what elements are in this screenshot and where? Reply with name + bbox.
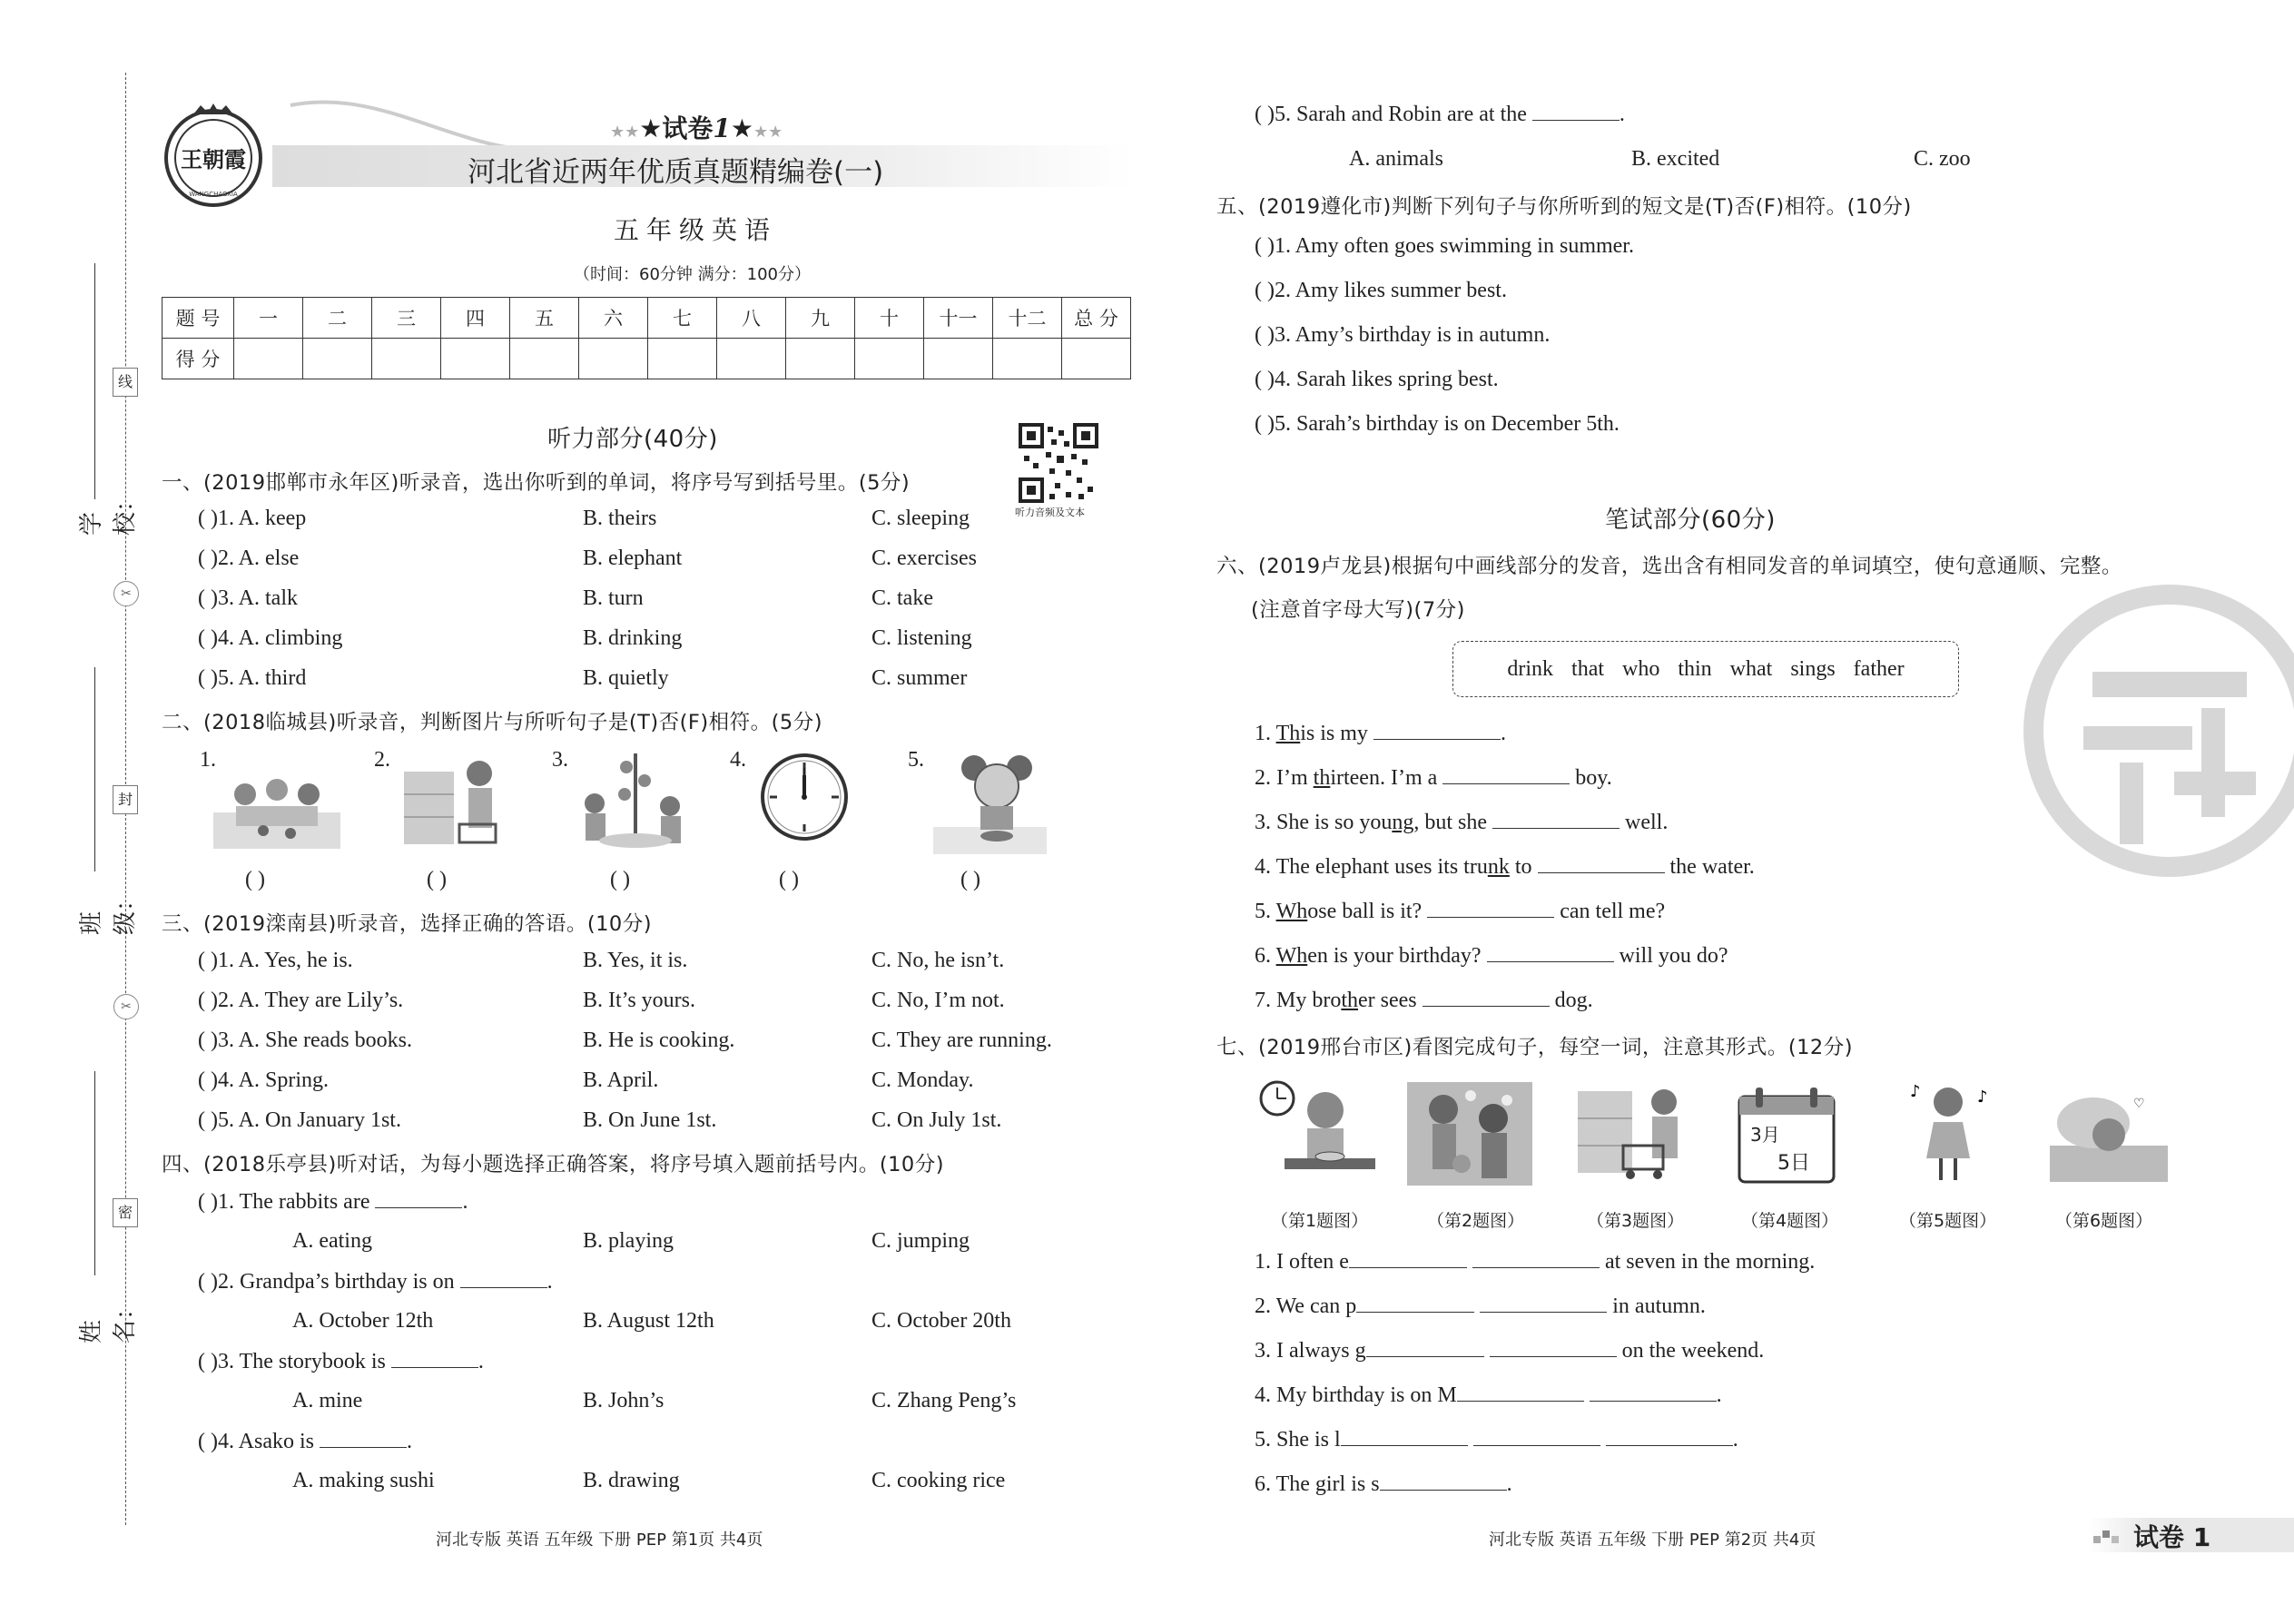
option-b: B. Yes, it is. (583, 949, 688, 972)
option-c: C. summer (871, 666, 968, 690)
score-col: 总 分 (1062, 298, 1131, 339)
question-choice[interactable]: ( )3. A. She reads books. (198, 1029, 412, 1052)
section-2-title: 二、(2018临城县)听录音，判断图片与所听句子是(T)否(F)相符。(5分) (162, 711, 822, 734)
svg-text:♡: ♡ (2133, 1097, 2145, 1111)
fill-blank-item[interactable]: 3. She is so young, but she well. (1255, 811, 1669, 834)
question-choice[interactable]: ( )4. A. Spring. (198, 1068, 329, 1092)
question-choice[interactable]: ( )5. A. third (198, 666, 307, 690)
score-col: 七 (648, 298, 717, 339)
listening-title: 听力部分(40分) (547, 426, 718, 453)
school-line[interactable] (94, 263, 95, 499)
option-b: B. turn (583, 586, 644, 610)
tf-item[interactable]: ( )1. Amy often goes swimming in summer. (1255, 234, 1634, 258)
option-c: C. No, I’m not. (871, 989, 1005, 1012)
fill-blank-item[interactable]: 7. My brother sees dog. (1255, 989, 1593, 1012)
clock-icon (759, 752, 850, 842)
answer-bracket[interactable]: ( ) (610, 868, 630, 891)
picnic-picture (209, 763, 345, 853)
girl-sleeping-picture (2050, 1082, 2168, 1186)
score-header-label: 题 号 (162, 298, 234, 339)
picture-caption: （第5题图） (1899, 1211, 1997, 1231)
fill-blank-item[interactable]: 4. My birthday is on M . (1255, 1383, 1722, 1407)
option-b: B. theirs (583, 507, 657, 530)
fill-blank-item[interactable]: 5. Whose ball is it? can tell me? (1255, 900, 1666, 923)
picture-number: 1. (200, 748, 216, 772)
score-col: 十 (855, 298, 924, 339)
picking-apples-picture (1407, 1082, 1532, 1186)
section-5-title: 五、(2019遵化市)判断下列句子与你所听到的短文是(T)否(F)相符。(10分) (1216, 195, 1912, 219)
picture-caption: （第3题图） (1587, 1211, 1685, 1231)
score-cell[interactable] (993, 339, 1062, 379)
score-cell[interactable] (579, 339, 648, 379)
girl-eating-picture (933, 750, 1047, 854)
option-c: C. No, he isn’t. (871, 949, 1005, 972)
tf-item[interactable]: ( )4. Sarah likes spring best. (1255, 368, 1499, 391)
option-c: C. jumping (871, 1229, 970, 1253)
score-col: 五 (510, 298, 579, 339)
mark-line: 线 (113, 368, 138, 397)
boy-eating-breakfast-picture (1257, 1078, 1380, 1186)
qr-code-icon[interactable] (1019, 423, 1098, 503)
option-a: A. animals (1349, 147, 1443, 171)
page-title: 河北省近两年优质真题精编卷(一) (468, 156, 884, 189)
score-row-values (162, 339, 1131, 379)
shopping-cart-picture (1578, 1082, 1696, 1186)
option-b: B. He is cooking. (583, 1029, 735, 1052)
question-choice[interactable]: ( )5. A. On January 1st. (198, 1108, 401, 1132)
score-cell[interactable] (441, 339, 510, 379)
section-6-note: (注意首字母大写)(7分) (1251, 598, 1465, 622)
option-c: C. sleeping (871, 507, 970, 530)
scissor-icon: ✂ (113, 994, 139, 1019)
score-cell[interactable] (234, 339, 303, 379)
picture-caption: （第6题图） (2055, 1211, 2153, 1231)
score-cell[interactable] (303, 339, 372, 379)
mark-seal: 封 (113, 785, 138, 814)
option-b: B. elephant (583, 546, 683, 570)
score-cell[interactable] (717, 339, 786, 379)
answer-bracket[interactable]: ( ) (779, 868, 799, 891)
score-col: 八 (717, 298, 786, 339)
question-choice[interactable]: ( )2. Grandpa’s birthday is on . (198, 1270, 553, 1294)
question-choice[interactable]: ( )1. A. Yes, he is. (198, 949, 353, 972)
option-a: A. mine (292, 1389, 363, 1412)
score-cell[interactable] (510, 339, 579, 379)
class-label: 班级： (78, 887, 139, 935)
question-choice[interactable]: ( )1. The rabbits are . (198, 1190, 468, 1214)
mark-secret: 密 (113, 1198, 138, 1227)
footer-left: 河北专版 英语 五年级 下册 PEP 第1页 共4页 (436, 1530, 763, 1550)
time-info: （时间：60分钟 满分：100分） (574, 265, 811, 284)
footer-right: 河北专版 英语 五年级 下册 PEP 第2页 共4页 (1489, 1530, 1816, 1550)
score-cell[interactable] (855, 339, 924, 379)
option-b: B. John’s (583, 1389, 665, 1412)
picture-caption: （第1题图） (1271, 1211, 1369, 1231)
paper-tab-label: 试卷 1 (2133, 1522, 2211, 1552)
school-label: 学校： (78, 487, 139, 536)
publisher-logo (159, 102, 268, 211)
option-c: C. zoo (1914, 147, 1971, 171)
question-choice[interactable]: ( )2. A. else (198, 546, 300, 570)
writing-title: 笔试部分(60分) (1605, 507, 1776, 534)
score-value-label: 得 分 (162, 339, 234, 379)
score-cell[interactable] (648, 339, 717, 379)
tab-decoration (2093, 1527, 2122, 1545)
svg-text:♪: ♪ (1910, 1082, 1921, 1101)
option-c: C. Zhang Peng’s (871, 1389, 1017, 1412)
score-cell[interactable] (786, 339, 855, 379)
option-a: A. making sushi (292, 1469, 435, 1492)
question-choice[interactable]: ( )3. A. talk (198, 586, 298, 610)
question-choice[interactable]: ( )5. Sarah and Robin are at the . (1255, 103, 1625, 126)
section-4-title: 四、(2018乐亭县)听对话，为每小题选择正确答案，将序号填入题前括号内。(10分) (162, 1153, 945, 1176)
question-choice[interactable]: ( )2. A. They are Lily’s. (198, 989, 404, 1012)
answer-bracket[interactable]: ( ) (245, 868, 265, 891)
tf-item[interactable]: ( )2. Amy likes summer best. (1255, 279, 1507, 302)
option-b: B. drinking (583, 626, 683, 650)
option-b: B. April. (583, 1068, 659, 1092)
name-label: 姓名： (78, 1295, 139, 1343)
fill-blank-item[interactable]: 1. This is my . (1255, 722, 1506, 745)
score-col: 十二 (993, 298, 1062, 339)
option-a: A. eating (292, 1229, 372, 1253)
calendar-month: 3月 (1750, 1124, 1780, 1146)
section-3-title: 三、(2019滦南县)听录音，选择正确的答语。(10分) (162, 912, 653, 936)
planting-tree-picture (572, 744, 690, 853)
answer-bracket[interactable]: ( ) (960, 868, 980, 891)
option-c: C. cooking rice (871, 1469, 1006, 1492)
qr-caption: 听力音频及文本 (1015, 507, 1085, 518)
option-b: B. On June 1st. (583, 1108, 717, 1132)
name-line[interactable] (94, 1071, 95, 1275)
picture-number: 3. (552, 748, 568, 772)
tf-item[interactable]: ( )3. Amy’s birthday is in autumn. (1255, 323, 1551, 347)
option-c: C. October 20th (871, 1309, 1011, 1333)
picture-caption: （第4题图） (1741, 1211, 1839, 1231)
score-row-headers (162, 298, 1131, 339)
tf-item[interactable]: ( )5. Sarah’s birthday is on December 5th. (1255, 412, 1620, 436)
option-c: C. On July 1st. (871, 1108, 1002, 1132)
subject-title: 五年级英语 (614, 215, 778, 245)
fill-blank-item[interactable]: 5. She is l . (1255, 1428, 1738, 1452)
fill-blank-item[interactable]: 3. I always g on the weekend. (1255, 1339, 1765, 1363)
class-line[interactable] (94, 667, 95, 871)
scissor-icon: ✂ (113, 581, 139, 606)
ribbon-decoration (272, 96, 1126, 109)
option-c: C. listening (871, 626, 972, 650)
binding-gutter (0, 0, 139, 1624)
option-c: C. Monday. (871, 1068, 974, 1092)
option-b: B. August 12th (583, 1309, 714, 1333)
option-c: C. take (871, 586, 933, 610)
section-1-title: 一、(2019邯郸市永年区)听录音，选出你听到的单词，将序号写到括号里。(5分) (162, 471, 911, 495)
score-col: 十一 (924, 298, 993, 339)
fill-blank-item[interactable]: 2. We can p in autumn. (1255, 1294, 1706, 1318)
answer-bracket[interactable]: ( ) (427, 868, 447, 891)
picture-number: 2. (374, 748, 390, 772)
secret-stamp-watermark (2020, 581, 2294, 881)
girl-singing-picture (1903, 1077, 1994, 1186)
score-cell[interactable] (1062, 339, 1131, 379)
svg-text:♪: ♪ (1977, 1088, 1988, 1107)
calendar-day: 5日 (1777, 1152, 1810, 1175)
score-col: 九 (786, 298, 855, 339)
score-col: 一 (234, 298, 303, 339)
score-col: 四 (441, 298, 510, 339)
picture-number: 5. (908, 748, 924, 772)
word-bank: drink that who thin what sings father (1452, 641, 1959, 697)
score-col: 三 (372, 298, 441, 339)
option-c: C. exercises (871, 546, 977, 570)
option-c: C. They are running. (871, 1029, 1052, 1052)
logo-ring-text: WANGCHAOXIA (189, 191, 238, 198)
option-b: B. quietly (583, 666, 669, 690)
option-b: B. It’s yours. (583, 989, 696, 1012)
fill-blank-item[interactable]: 6. When is your birthday? will you do? (1255, 944, 1728, 968)
option-a: A. October 12th (292, 1309, 434, 1333)
score-col: 六 (579, 298, 648, 339)
option-b: B. playing (583, 1229, 674, 1253)
question-choice[interactable]: ( )3. The storybook is . (198, 1350, 484, 1373)
question-choice[interactable]: ( )4. A. climbing (198, 626, 343, 650)
score-col: 二 (303, 298, 372, 339)
score-table (162, 297, 1131, 379)
fill-blank-item[interactable]: 1. I often e at seven in the morning. (1255, 1250, 1816, 1274)
fill-blank-item[interactable]: 4. The elephant uses its trunk to the water. (1255, 855, 1755, 879)
question-choice[interactable]: ( )4. Asako is . (198, 1430, 412, 1453)
fill-blank-item[interactable]: 2. I’m thirteen. I’m a boy. (1255, 766, 1612, 790)
score-cell[interactable] (372, 339, 441, 379)
score-cell[interactable] (924, 339, 993, 379)
option-b: B. drawing (583, 1469, 680, 1492)
section-7-title: 七、(2019邢台市区)看图完成句子，每空一词，注意其形式。(12分) (1216, 1036, 1854, 1059)
option-b: B. excited (1631, 147, 1720, 171)
section-6-title: 六、(2019卢龙县)根据句中画线部分的发音，选出含有相同发音的单词填空，使句意通顺、完整。 (1216, 555, 2122, 578)
picture-number: 4. (730, 748, 746, 772)
picture-caption: （第2题图） (1427, 1211, 1525, 1231)
question-choice[interactable]: ( )1. A. keep (198, 507, 307, 530)
series-label: ★★★试卷1★★★ (610, 113, 783, 143)
logo-text: 王朝霞 (181, 146, 246, 172)
shopping-picture (399, 753, 508, 853)
fill-blank-item[interactable]: 6. The girl is s . (1255, 1472, 1512, 1496)
